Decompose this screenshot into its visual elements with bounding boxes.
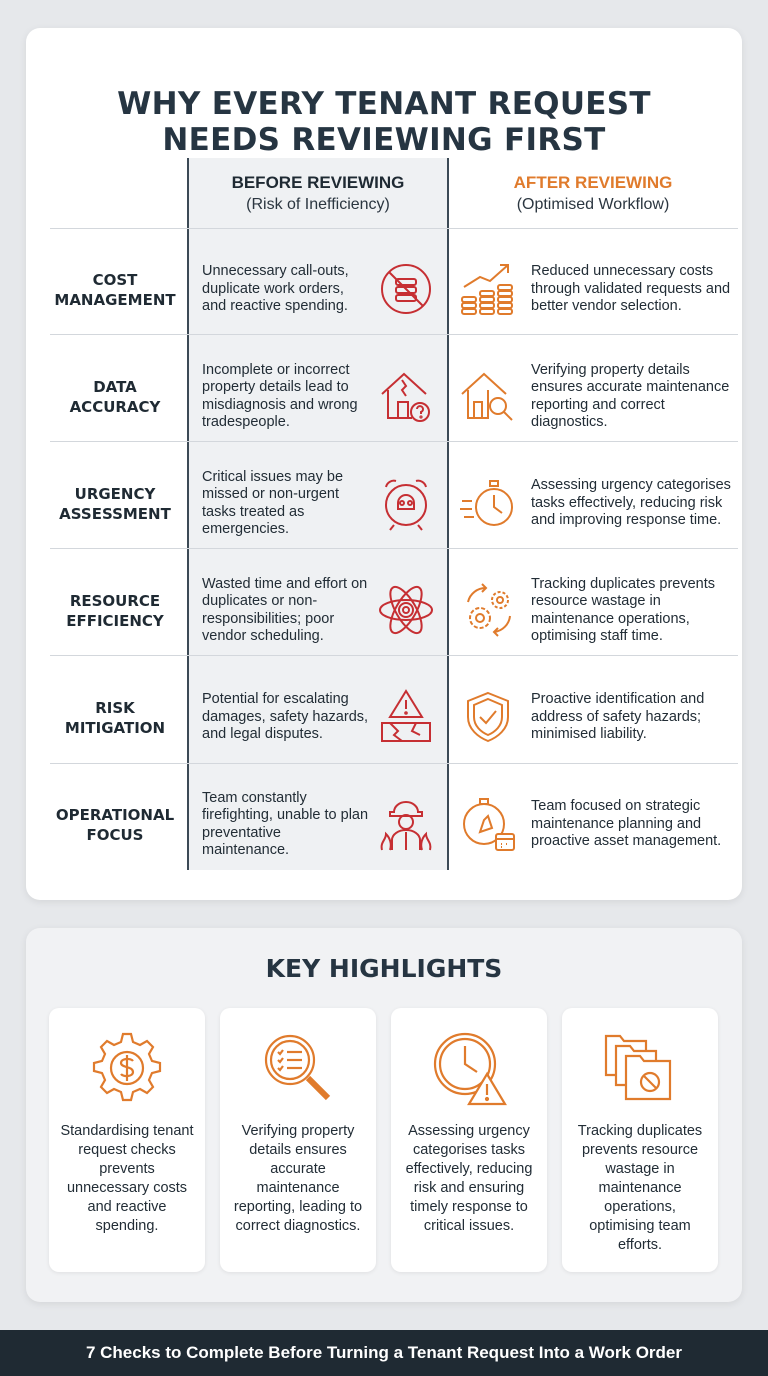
before-description: Unnecessary call-outs, duplicate work orders, and reactive spending. (202, 263, 349, 315)
highlights-title: KEY HIGHLIGHTS (265, 954, 503, 983)
after-description: Assessing urgency categorises tasks effectively, reducing risk and improving response time. (531, 477, 731, 529)
row-label-line: FOCUS (86, 825, 144, 844)
stopwatch-icon (458, 473, 518, 533)
comparison-row-operational-focus (26, 771, 742, 878)
firefighter-icon (376, 794, 436, 854)
shield-check-icon (458, 687, 518, 747)
comparison-card (26, 28, 742, 900)
checklist-magnifier-icon (258, 1028, 338, 1108)
after-heading: AFTER REVIEWING (513, 173, 673, 192)
title-line-2: NEEDS REVIEWING FIRST (162, 122, 606, 158)
footer-text: 7 Checks to Complete Before Turning a Tenant Request Into a Work Order (85, 1343, 683, 1362)
comparison-row-resource-efficiency (26, 557, 742, 664)
after-description: Verifying property details ensures accurate maintenance reporting and correct diagnostics. (531, 361, 730, 430)
alarm-skull-icon (376, 473, 436, 533)
highlight-card (49, 1008, 205, 1272)
highlight-card (562, 1008, 718, 1272)
row-label-line: COST (92, 270, 138, 289)
row-label-line: ASSESSMENT (59, 504, 171, 523)
after-subheading: (Optimised Workflow) (516, 196, 670, 213)
row-label-line: MANAGEMENT (54, 290, 176, 309)
row-label-line: RISK (95, 698, 135, 717)
highlight-text: Standardising tenant request checks prevents unnecessary costs and reactive spending. (60, 1123, 194, 1234)
comparison-row-risk-mitigation (26, 664, 742, 771)
row-label (50, 771, 180, 878)
before-description: Incomplete or incorrect property details lead to misdiagnosis and wrong tradespeople. (202, 361, 358, 430)
row-label-line: MITIGATION (64, 718, 166, 737)
compass-calendar-icon (458, 794, 518, 854)
after-description: Tracking duplicates prevents resource wastage in maintenance operations, optimising staff time. (531, 575, 716, 644)
row-label-line: DATA (93, 377, 137, 396)
before-description: Critical issues may be missed or non-urgent tasks treated as emergencies. (202, 468, 344, 537)
highlight-text: Verifying property details ensures accurate maintenance reporting, leading to correct diagnostics. (233, 1123, 363, 1234)
row-label-line: ACCURACY (69, 397, 161, 416)
warning-crack-icon (376, 687, 436, 747)
duplicate-folders-icon (600, 1028, 680, 1108)
house-magnifier-icon (458, 366, 518, 426)
title-line-1: WHY EVERY TENANT REQUEST (117, 86, 651, 122)
row-label-line: EFFICIENCY (66, 611, 164, 630)
after-description: Proactive identification and address of safety hazards; minimised liability. (531, 691, 705, 743)
row-label (50, 664, 180, 771)
before-description: Team constantly firefighting, unable to plan preventative maintenance. (202, 789, 369, 858)
before-description: Potential for escalating damages, safety hazards, and legal disputes. (202, 691, 369, 743)
broken-house-question-icon (376, 366, 436, 426)
row-label-line: RESOURCE (69, 591, 161, 610)
footer-banner (0, 1330, 768, 1376)
row-label (50, 450, 180, 557)
after-description: Reduced unnecessary costs through validated requests and better vendor selection. (531, 263, 731, 315)
no-money-icon (376, 259, 436, 319)
after-description: Team focused on strategic maintenance planning and proactive asset management. (531, 798, 722, 850)
highlight-card (220, 1008, 376, 1272)
comparison-row-cost-management (26, 236, 742, 343)
row-divider (50, 228, 738, 229)
row-label (50, 557, 180, 664)
before-subheading: (Risk of Inefficiency) (246, 196, 390, 213)
gears-cycle-icon (458, 580, 518, 640)
comparison-row-urgency-assessment (26, 450, 742, 557)
highlight-text: Assessing urgency categorises tasks effectively, reducing risk and ensuring timely response to critical issues. (405, 1123, 533, 1234)
highlight-text: Tracking duplicates prevents resource wastage in maintenance operations, optimising team efforts. (577, 1123, 703, 1253)
row-label (50, 236, 180, 343)
tangled-orbit-icon (376, 580, 436, 640)
before-heading: BEFORE REVIEWING (231, 173, 405, 192)
after-column-header (448, 172, 738, 216)
clock-warning-icon (429, 1028, 509, 1108)
row-label-line: OPERATIONAL (55, 805, 175, 824)
before-description: Wasted time and effort on duplicates or non-responsibilities; poor vendor scheduling. (202, 575, 368, 644)
row-label (50, 343, 180, 450)
before-column-header (188, 172, 448, 216)
highlight-card (391, 1008, 547, 1272)
row-label-line: URGENCY (74, 484, 156, 503)
key-highlights-card (26, 928, 742, 1302)
comparison-row-data-accuracy (26, 343, 742, 450)
page-title (26, 86, 742, 158)
growing-coins-icon (458, 259, 518, 319)
dollar-gear-icon (87, 1028, 167, 1108)
